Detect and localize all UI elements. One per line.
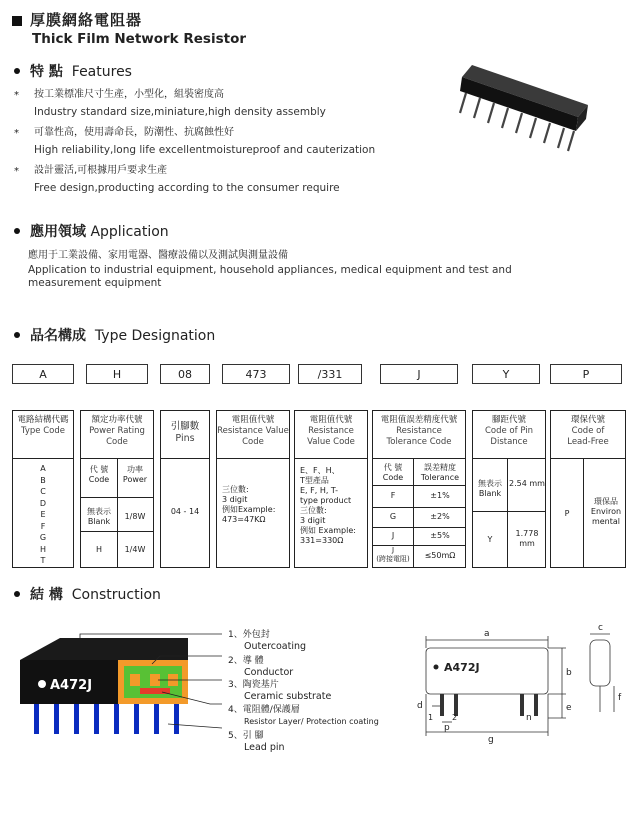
dim-label-c: c bbox=[598, 623, 603, 633]
col-pins-en: Pins bbox=[175, 433, 195, 444]
pins-value: 04 - 14 bbox=[170, 507, 200, 516]
tolerance-jumper-code bbox=[373, 546, 413, 564]
label-1-zh bbox=[228, 628, 270, 640]
resistance2-l5: 三位數: bbox=[300, 506, 327, 515]
label-2-zh-text: 導 體 bbox=[242, 656, 264, 666]
tolerance-code: G bbox=[389, 512, 397, 521]
feature-3-en: Free design,producting according to the consumer require bbox=[34, 182, 340, 194]
features-heading bbox=[14, 61, 132, 81]
label-1-num: 1、 bbox=[228, 630, 243, 640]
type-code-item: H bbox=[39, 544, 46, 554]
resistance2-l3: E, F, H, T- bbox=[300, 486, 338, 495]
col-power bbox=[80, 410, 154, 568]
application-heading-zh: 應用領域 bbox=[30, 224, 86, 240]
pitch-row1-val: 2.54 mm bbox=[509, 479, 545, 488]
label-3-zh-text: 陶瓷基片 bbox=[242, 680, 279, 690]
square-bullet-icon bbox=[12, 16, 22, 26]
power-row1-code bbox=[81, 507, 117, 527]
power-sub-code bbox=[81, 465, 117, 485]
title-en: Thick Film Network Resistor bbox=[32, 31, 246, 47]
label-2-en: Conductor bbox=[244, 667, 294, 678]
label-2-zh bbox=[228, 654, 264, 666]
pad bbox=[130, 674, 140, 686]
col-resistance bbox=[216, 410, 290, 568]
features-heading-zh: 特 點 bbox=[30, 64, 63, 80]
type-code-item: F bbox=[40, 521, 46, 531]
divider bbox=[507, 459, 508, 567]
col-resistance-en: Resistance Value Code bbox=[217, 426, 289, 447]
label-4-zh bbox=[228, 703, 300, 715]
col-pins bbox=[160, 410, 210, 568]
col-pins-zh: 引腳數 bbox=[170, 421, 200, 432]
divider bbox=[473, 511, 545, 512]
resistance2-l1: E、F、H、 bbox=[300, 466, 340, 475]
application-en-2: measurement equipment bbox=[28, 277, 162, 289]
tolerance-sub-code-en: Code bbox=[382, 473, 404, 482]
designation-heading-en: Type Designation bbox=[94, 328, 216, 344]
features-heading-en: Features bbox=[71, 64, 132, 80]
type-code-item: T bbox=[40, 556, 46, 565]
power-row2-val: 1/4W bbox=[124, 545, 146, 554]
type-code-list bbox=[13, 463, 73, 567]
label-5-en: Lead pin bbox=[244, 742, 285, 753]
power-sub-code-en: Code bbox=[88, 475, 110, 484]
col-resistance-zh: 電阻值代號 bbox=[231, 415, 275, 425]
tolerance-sub-tol bbox=[413, 463, 467, 483]
tolerance-code: J bbox=[391, 531, 395, 540]
col-resistance2-en1: Resistance bbox=[308, 426, 354, 436]
code-box-pitch: Y bbox=[472, 364, 540, 384]
designation-heading bbox=[14, 325, 215, 345]
feature-2-zh: 可靠性高，使用壽命長，防潮性、抗腐蝕性好 bbox=[34, 127, 234, 138]
col-env-head bbox=[551, 411, 625, 459]
env-code: P bbox=[564, 509, 570, 518]
jumper-code: J bbox=[391, 546, 395, 554]
dim-marking: A472J bbox=[444, 661, 480, 674]
title-zh-text: 厚膜網絡電阻器 bbox=[30, 11, 143, 29]
col-resistance2-head bbox=[295, 411, 367, 459]
col-power-en: Power Rating Code bbox=[89, 426, 145, 447]
feature-3-zh: 設計靈活,可根據用戶要求生產 bbox=[34, 165, 168, 176]
cross-section-marking: A472J bbox=[50, 678, 93, 693]
resistance2-l4: type product bbox=[300, 496, 352, 505]
label-1-en: Outercoating bbox=[244, 641, 307, 652]
tolerance-jumper-value: ≤50mΩ bbox=[424, 551, 456, 560]
divider bbox=[583, 459, 584, 567]
pitch-row2-val: 1.778 mm bbox=[515, 529, 539, 548]
tolerance-sub-tol-zh: 誤差精度 bbox=[424, 463, 456, 472]
tolerance-sub-code-zh: 代 號 bbox=[383, 463, 403, 472]
resistance-l4: 473=47KΩ bbox=[222, 515, 266, 524]
dim-label-d: d bbox=[417, 701, 423, 711]
tolerance-value: ±5% bbox=[430, 531, 450, 540]
col-pins-head bbox=[161, 411, 209, 459]
feature-2-en: High reliability,long life excellentmoistureproof and cauterization bbox=[34, 144, 376, 156]
label-5-zh bbox=[228, 729, 264, 741]
star-icon: * bbox=[14, 90, 19, 101]
label-4-zh-text: 電阻體/保護層 bbox=[242, 705, 300, 715]
env-v2: Environ bbox=[590, 507, 622, 516]
star-icon: * bbox=[14, 166, 19, 177]
lead-pins bbox=[34, 704, 179, 734]
pitch-row1-code-zh: 無表示 bbox=[478, 479, 502, 488]
col-resistance-head bbox=[217, 411, 289, 459]
col-power-zh: 額定功率代號 bbox=[91, 415, 143, 425]
feature-1-en: Industry standard size,miniature,high density assembly bbox=[34, 106, 326, 118]
dim-marking-dot bbox=[434, 665, 439, 670]
col-pitch bbox=[472, 410, 546, 568]
type-code-item: B bbox=[40, 475, 46, 485]
marking-dot bbox=[38, 680, 46, 688]
construction-labels bbox=[228, 628, 379, 753]
label-5-num: 5、 bbox=[228, 731, 243, 741]
col-tolerance-head bbox=[373, 411, 465, 459]
power-sub-code-zh: 代 號 bbox=[89, 465, 109, 474]
type-code-item: G bbox=[39, 533, 47, 542]
construction-heading-en: Construction bbox=[71, 587, 161, 603]
resistance2-desc bbox=[300, 466, 356, 546]
resistance-l3: 例如Example: bbox=[222, 505, 276, 514]
pitch-row1-code-en: Blank bbox=[478, 489, 502, 498]
col-env-en1: Code of bbox=[571, 426, 605, 436]
application-heading-en: Application bbox=[90, 224, 169, 240]
power-sub-power-en: Power bbox=[122, 475, 148, 484]
tolerance-sub-code bbox=[373, 463, 413, 483]
col-type-zh: 電路結構代碼 bbox=[17, 415, 69, 425]
power-sub-power-zh: 功率 bbox=[127, 465, 143, 474]
bullet-icon bbox=[14, 591, 20, 597]
label-3-en: Ceramic substrate bbox=[244, 691, 332, 702]
application-en-1: Application to industrial equipment, household appliances, medical equipment and test and bbox=[28, 264, 512, 276]
col-tolerance-zh: 電阻值誤差精度代號 bbox=[380, 415, 458, 425]
col-env-en2: Lead-Free bbox=[567, 437, 609, 447]
col-env-zh: 環保代號 bbox=[570, 415, 605, 425]
construction-heading-zh: 結 構 bbox=[30, 587, 63, 603]
bullet-icon bbox=[14, 68, 20, 74]
divider bbox=[373, 485, 465, 486]
type-code-item: D bbox=[39, 498, 47, 508]
type-code-item: E bbox=[40, 510, 46, 519]
dim-label-p: p bbox=[444, 723, 450, 733]
label-5-zh-text: 引 腳 bbox=[242, 731, 264, 741]
bullet-icon bbox=[14, 228, 20, 234]
col-tolerance bbox=[372, 410, 466, 568]
dim-label-a: a bbox=[484, 629, 490, 639]
col-power-head bbox=[81, 411, 153, 459]
label-2-num: 2、 bbox=[228, 656, 243, 666]
sip-resistor-image bbox=[440, 55, 615, 165]
code-box-resistance2: /331 bbox=[298, 364, 362, 384]
col-resistance2 bbox=[294, 410, 368, 568]
col-tolerance-en2: Tolerance Code bbox=[386, 437, 452, 447]
env-v1: 環保品 bbox=[594, 497, 618, 506]
code-box-tolerance: J bbox=[380, 364, 458, 384]
code-box-power: H bbox=[86, 364, 148, 384]
application-heading bbox=[14, 221, 169, 241]
designation-heading-zh: 品名構成 bbox=[30, 328, 86, 344]
dim-label-f: f bbox=[618, 693, 622, 703]
resistance2-l8: 331=330Ω bbox=[300, 536, 344, 545]
dim-label-b: b bbox=[566, 668, 572, 678]
dim-label-g: g bbox=[488, 735, 494, 745]
application-zh: 應用于工業設備、家用電器、醫療設備以及測試與測量設備 bbox=[28, 250, 288, 261]
resistance2-l6: 3 digit bbox=[300, 516, 326, 525]
resistance2-l7: 例如 Example: bbox=[300, 526, 356, 535]
label-3-zh bbox=[228, 678, 279, 690]
col-pitch-zh: 腳距代號 bbox=[491, 415, 526, 425]
resistance-desc bbox=[222, 485, 275, 525]
env-v3: mental bbox=[591, 517, 621, 526]
label-3-num: 3、 bbox=[228, 680, 243, 690]
type-code-item: A bbox=[40, 464, 46, 473]
resistance-l2: 3 digit bbox=[222, 495, 248, 504]
power-row1-code-zh: 無表示 bbox=[87, 507, 111, 516]
tolerance-code: F bbox=[390, 491, 396, 500]
col-resistance2-en2: Value Code bbox=[307, 437, 355, 447]
code-box-resistance: 473 bbox=[222, 364, 290, 384]
env-desc bbox=[585, 497, 627, 527]
resistance-l1: 三位數: bbox=[222, 485, 249, 494]
feature-1-zh: 按工業標准尺寸生產，小型化，組裝密度高 bbox=[34, 89, 224, 100]
tolerance-value: ±2% bbox=[430, 512, 450, 521]
power-sub-power bbox=[117, 465, 153, 485]
title-zh bbox=[12, 9, 142, 30]
divider bbox=[373, 527, 465, 528]
pitch-row1-code bbox=[473, 479, 507, 499]
col-pitch-en1: Code of Pin bbox=[484, 426, 534, 436]
bullet-icon bbox=[14, 332, 20, 338]
tolerance-value: ±1% bbox=[430, 491, 450, 500]
col-type-head bbox=[13, 411, 73, 459]
dim-label-n: n bbox=[526, 713, 532, 723]
star-icon: * bbox=[14, 128, 19, 139]
power-row1-val: 1/8W bbox=[124, 512, 146, 521]
dim-label-1: 1 bbox=[428, 713, 434, 722]
label-4-en: Resistor Layer/ Protection coating bbox=[244, 717, 379, 726]
code-box-pins: 08 bbox=[160, 364, 210, 384]
outercoating-top bbox=[20, 638, 188, 660]
dim-label-e: e bbox=[566, 703, 572, 713]
pitch-row2-code: Y bbox=[487, 535, 493, 544]
col-pitch-head bbox=[473, 411, 545, 459]
label-4-num: 4、 bbox=[228, 705, 243, 715]
tolerance-sub-tol-en: Tolerance bbox=[420, 473, 460, 482]
resistance2-l2: T型產品 bbox=[300, 476, 329, 485]
dim-label-2: 2 bbox=[452, 713, 458, 722]
power-row2-code: H bbox=[95, 545, 102, 554]
col-tolerance-en1: Resistance bbox=[396, 426, 442, 436]
type-code-item: C bbox=[40, 487, 46, 496]
cross-section bbox=[20, 634, 222, 734]
code-box-env: P bbox=[550, 364, 622, 384]
label-1-zh-text: 外包封 bbox=[242, 630, 270, 640]
divider bbox=[373, 507, 465, 508]
col-type bbox=[12, 410, 74, 568]
col-type-en: Type Code bbox=[21, 426, 65, 436]
construction-diagram bbox=[0, 600, 642, 832]
dim-side-body bbox=[590, 640, 610, 686]
col-pitch-en2: Distance bbox=[490, 437, 528, 447]
col-env bbox=[550, 410, 626, 568]
code-box-type: A bbox=[12, 364, 74, 384]
jumper-note: (跨接電阻) bbox=[376, 555, 410, 563]
power-row1-code-en: Blank bbox=[87, 517, 111, 526]
col-resistance2-zh: 電阻值代號 bbox=[309, 415, 353, 425]
